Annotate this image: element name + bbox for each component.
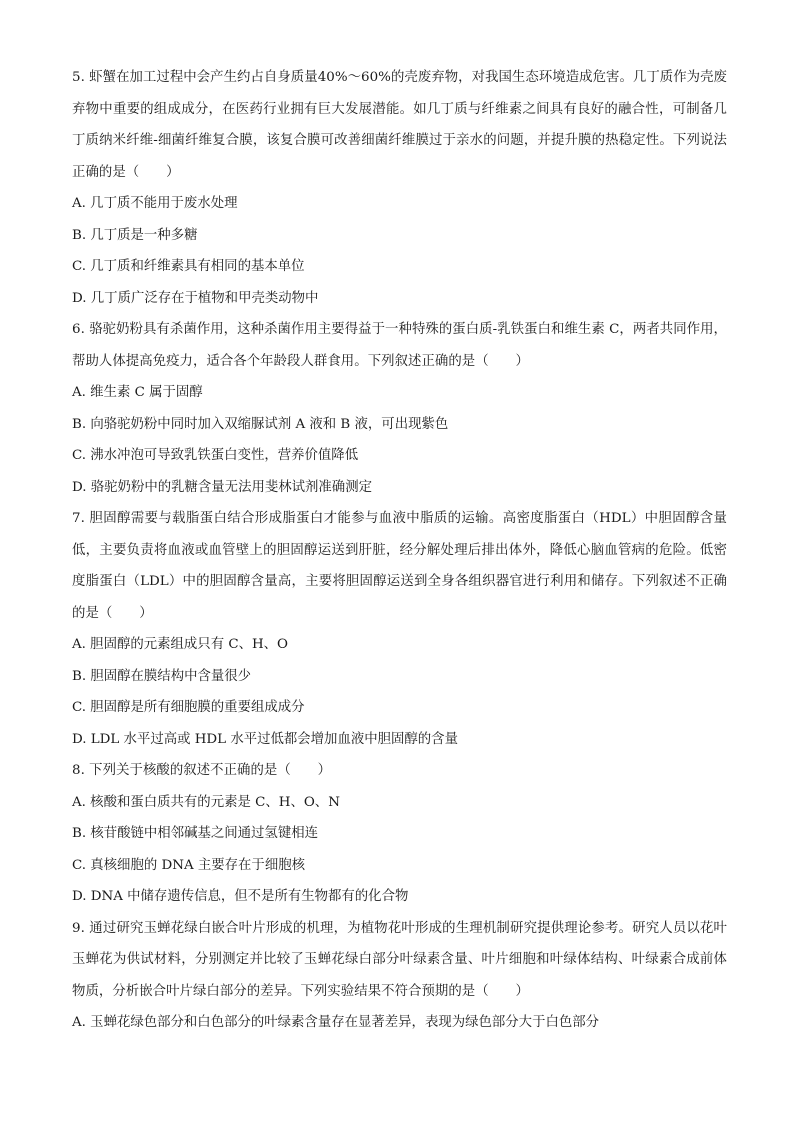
option-d: D. 骆驼奶粉中的乳糖含量无法用斐林试剂准确测定 <box>72 479 372 495</box>
option-b: B. 向骆驼奶粉中同时加入双缩脲试剂 A 液和 B 液，可出现紫色 <box>72 416 449 432</box>
option-b: B. 核苷酸链中相邻碱基之间通过氢键相连 <box>72 826 318 841</box>
question-6 <box>72 314 727 503</box>
option-b: B. 胆固醇在膜结构中含量很少 <box>72 668 252 684</box>
question-8 <box>72 755 727 913</box>
question-7 <box>72 503 727 755</box>
option-c: C. 胆固醇是所有细胞膜的重要组成成分 <box>72 700 305 715</box>
question-stem: 7. 胆固醇需要与载脂蛋白结合形成脂蛋白才能参与血液中脂质的运输。高密度脂蛋白（HDL）中胆固醇含量低，主要负责将血液或血管壁上的胆固醇运送到肝脏，经分解处理后排出体外，降低心脑血管病的危险。低密度脂蛋白（LDL）中的胆固醇含量高，主要将胆固醇运送到全身各组织器官进行利用和储存。下列叙述不正确的是（ ） <box>72 511 727 621</box>
question-stem: 9. 通过研究玉蝉花绿白嵌合叶片形成的机理，为植物花叶形成的生理机制研究提供理论参考。研究人员以花叶玉蝉花为供试材料，分别测定并比较了玉蝉花绿白部分叶绿素含量、叶片细胞和叶绿体结构、叶绿素合成前体物质，分析嵌合叶片绿白部分的差异。下列实验结果不符合预期的是（ ） <box>72 920 727 999</box>
question-stem: 8. 下列关于核酸的叙述不正确的是（ ） <box>72 763 332 778</box>
question-9 <box>72 913 727 1039</box>
option-b: B. 几丁质是一种多糖 <box>72 227 198 243</box>
option-c: C. 真核细胞的 DNA 主要存在于细胞核 <box>72 857 305 873</box>
option-a: A. 玉蝉花绿色部分和白色部分的叶绿素含量存在显著差异，表现为绿色部分大于白色部分 <box>72 1015 600 1030</box>
question-5 <box>72 62 727 314</box>
option-c: C. 几丁质和纤维素具有相同的基本单位 <box>72 259 305 274</box>
document-page <box>72 62 727 1039</box>
option-a: A. 维生素 C 属于固醇 <box>72 385 203 400</box>
option-d: D. 几丁质广泛存在于植物和甲壳类动物中 <box>72 290 319 306</box>
question-stem: 5. 虾蟹在加工过程中会产生约占自身质量40%～60%的壳废弃物，对我国生态环境造成危害。几丁质作为壳废弃物中重要的组成成分，在医药行业拥有巨大发展潜能。如几丁质与纤维素之间具有良好的融合性，可制备几丁质纳米纤维-细菌纤维复合膜，该复合膜可改善细菌纤维膜过于亲水的问题，并提升膜的热稳定性。下列说法正确的是（ ） <box>72 70 727 180</box>
option-c: C. 沸水冲泡可导致乳铁蛋白变性，营养价值降低 <box>72 448 359 463</box>
option-d: D. LDL 水平过高或 HDL 水平过低都会增加血液中胆固醇的含量 <box>72 731 458 747</box>
question-stem: 6. 骆驼奶粉具有杀菌作用，这种杀菌作用主要得益于一种特殊的蛋白质-乳铁蛋白和维生素 C，两者共同作用，帮助人体提高免疫力，适合各个年龄段人群食用。下列叙述正确的是（ ） <box>72 322 727 369</box>
option-a: A. 核酸和蛋白质共有的元素是 C、H、O、N <box>72 794 340 810</box>
option-a: A. 胆固醇的元素组成只有 C、H、O <box>72 637 289 652</box>
option-a: A. 几丁质不能用于废水处理 <box>72 196 238 211</box>
option-d: D. DNA 中储存遗传信息，但不是所有生物都有的化合物 <box>72 889 409 904</box>
